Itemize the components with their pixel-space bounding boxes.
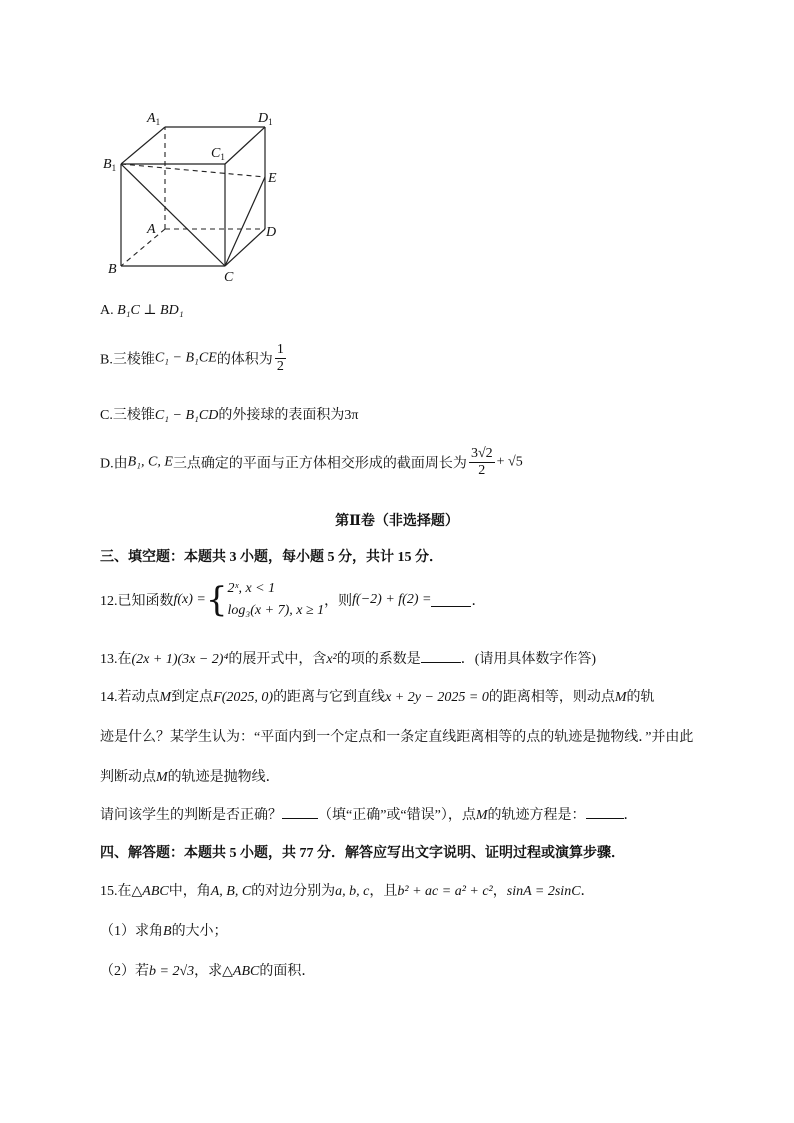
fraction-three-root-two-over-two: $\frac{3√2}{2}$: [470, 446, 493, 478]
question-14-line-3: 判断动点M的轨迹是抛物线．: [100, 770, 280, 785]
option-a: A. B₁C ⊥ BD₁: [100, 303, 184, 318]
option-c: C.三棱锥C₁ − B₁CD的外接球的表面积为3π: [100, 408, 359, 423]
segment-b1-c: [121, 164, 225, 266]
label-a1: $A_1$: [147, 111, 161, 127]
answer-blank-14-judgement[interactable]: [282, 806, 318, 819]
label-c1: $C_1$: [211, 146, 225, 162]
option-b-expr: C₁ − B₁CE: [154, 350, 217, 366]
fraction-one-half: $\frac{1}{2}$: [276, 342, 284, 374]
piecewise-brace: {: [205, 580, 228, 620]
question-14-line-2: 迹是什么？某学生认为：“平面内到一个定点和一条定直线距离相等的点的轨迹是抛物线．”并由此: [100, 730, 694, 745]
answer-blank-14-equation[interactable]: [586, 806, 624, 819]
option-c-expr: C₁ − B₁CD: [154, 408, 219, 423]
answer-blank-13[interactable]: [421, 650, 461, 663]
section-four-heading: 四、解答题：本题共 5 小题，共 77 分．解答应写出文字说明、证明过程或演算步骤．: [100, 846, 625, 861]
label-c: C: [224, 270, 234, 285]
piecewise-cases: 2ˣ, x < 1 log₃(x + 7), x ≥ 1: [227, 581, 325, 618]
label-b1: $B_1$: [103, 157, 117, 173]
segment-b1-e: [121, 164, 265, 177]
edge-a-b: [121, 229, 165, 266]
question-13: 13.在(2x + 1)(3x − 2)⁴的展开式中，含x²的项的系数是 ．(请用具体数字作答): [100, 652, 597, 667]
label-d1: $D_1$: [258, 111, 273, 127]
answer-blank-12[interactable]: [431, 594, 471, 607]
part-two-title: 第Ⅱ卷（非选择题）: [335, 514, 459, 529]
cube-figure: [100, 100, 300, 290]
label-b: B: [108, 262, 117, 277]
edge-a1-b1: [121, 127, 165, 164]
question-14-line-4: 请问该学生的判断是否正确？ （填“正确”或“错误”），点M的轨迹方程是： ．: [100, 808, 638, 823]
option-b: B.三棱锥C₁ − B₁CE的体积为 $\frac{1}{2}$: [100, 342, 284, 374]
option-a-expr: B₁C ⊥ BD₁: [117, 303, 184, 318]
label-e: E: [268, 171, 277, 186]
question-15-part-1: （1）求角B的大小；: [100, 924, 228, 939]
question-12: 12.已知函数f(x) ={ 2ˣ, x < 1 log₃(x + 7), x ≥ 1 ，则f(−2) + f(2) = ．: [100, 580, 486, 620]
segment-c-e: [225, 177, 265, 266]
edge-d1-c1: [225, 127, 265, 164]
question-15-part-2: （2）若b = 2√3，求△ABC的面积．: [100, 964, 316, 979]
edge-c-d: [225, 229, 265, 266]
section-three-heading: 三、填空题：本题共 3 小题，每小题 5 分，共计 15 分．: [100, 550, 443, 565]
question-15: 15.在△ABC中，角A, B, C的对边分别为a, b, c，且b² + ac = a² + c²，sinA = 2sinC．: [100, 884, 595, 899]
label-d: D: [266, 225, 277, 240]
option-d: D.由B₁, C, E三点确定的平面与正方体相交形成的截面周长为 $\frac{3√2}{2}$ + √5: [100, 446, 523, 478]
label-a: A: [147, 222, 156, 237]
question-14-line-1: 14.若动点M到定点F(2025, 0)的距离与它到直线x + 2y − 2025 = 0的距离相等，则动点M的轨: [100, 690, 655, 705]
